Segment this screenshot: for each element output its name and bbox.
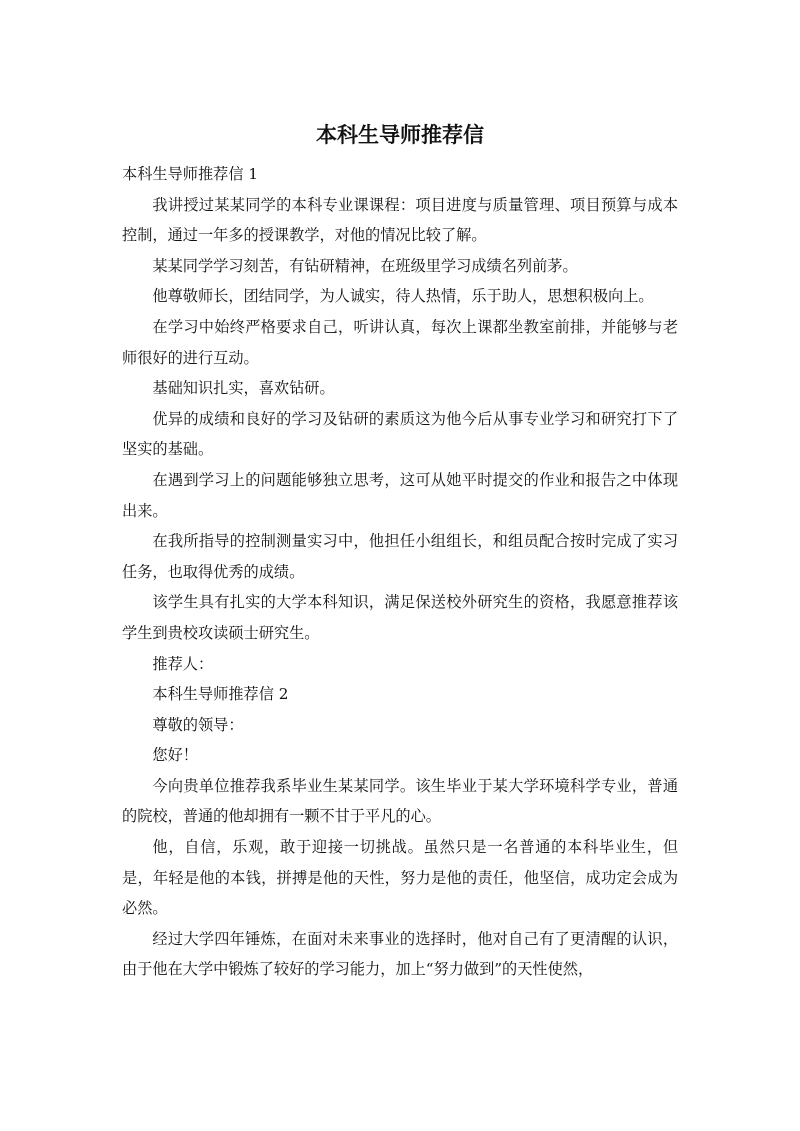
document-body <box>122 159 678 985</box>
paragraph: 他，自信，乐观，敢于迎接一切挑战。虽然只是一名普通的本科毕业生，但是，年轻是他的本钱，拼搏是他的天性，努力是他的责任，他坚信，成功定会成为必然。 <box>122 838 678 918</box>
paragraph: 该学生具有扎实的大学本科知识，满足保送校外研究生的资格，我愿意推荐该学生到贵校攻读硕士研究生。 <box>122 593 678 642</box>
paragraph: 在遇到学习上的问题能够独立思考，这可从她平时提交的作业和报告之中体现出来。 <box>122 470 678 520</box>
recommender-line: 推荐人： <box>152 654 214 673</box>
salutation: 尊敬的领导： <box>152 715 244 734</box>
paragraph: 优异的成绩和良好的学习及钻研的素质这为他今后从事专业学习和研究打下了坚实的基础。 <box>122 409 678 459</box>
paragraph: 某某同学学习刻苦，有钻研精神，在班级里学习成绩名列前茅。 <box>152 256 578 275</box>
greeting: 您好！ <box>152 746 198 765</box>
paragraph: 今向贵单位推荐我系毕业生某某同学。该生毕业于某大学环境科学专业，普通的院校，普通的他却拥有一颗不甘于平凡的心。 <box>122 776 678 826</box>
paragraph: 在我所指导的控制测量实习中，他担任小组组长，和组员配合按时完成了实习任务，也取得优秀的成绩。 <box>122 532 678 581</box>
document-title: 本科生导师推荐信 <box>316 123 484 147</box>
paragraph: 他尊敬师长，团结同学，为人诚实，待人热情，乐于助人，思想积极向上。 <box>152 287 654 306</box>
paragraph: 经过大学四年锤炼，在面对未来事业的选择时，他对自己有了更清醒的认识，由于他在大学中锻炼了较好的学习能力，加上“努力做到”的天性使然， <box>122 929 678 979</box>
paragraph: 我讲授过某某同学的本科专业课课程：项目进度与质量管理、项目预算与成本控制，通过一年多的授课教学，对他的情况比较了解。 <box>122 195 678 245</box>
paragraph: 在学习中始终严格要求自己，听讲认真，每次上课都坐教室前排，并能够与老师很好的进行互动。 <box>122 317 678 367</box>
section-heading-2: 本科生导师推荐信 2 <box>152 685 289 704</box>
paragraph: 基础知识扎实，喜欢钻研。 <box>152 379 335 398</box>
section-heading-1: 本科生导师推荐信 1 <box>122 165 258 183</box>
